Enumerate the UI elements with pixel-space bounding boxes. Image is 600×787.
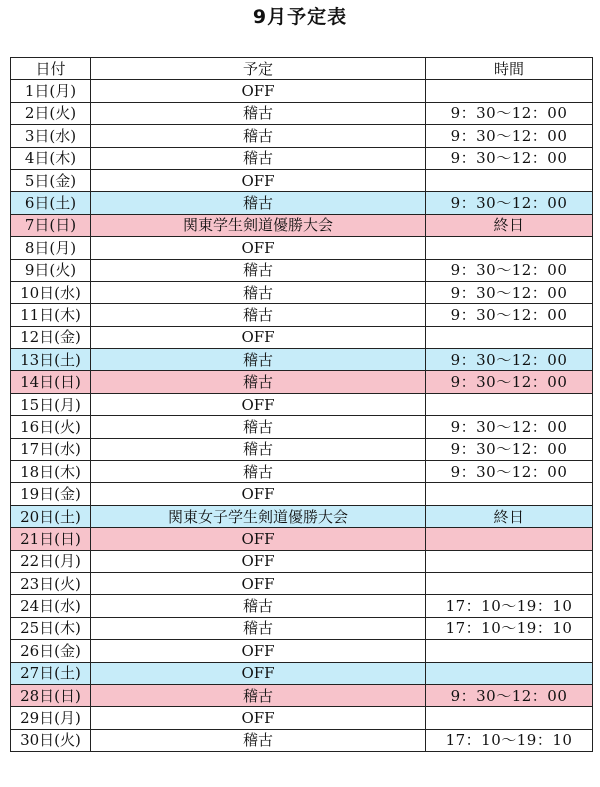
table-row xyxy=(11,438,593,460)
table-row xyxy=(11,192,593,214)
date-cell: 15日(月) xyxy=(11,393,91,415)
plan-cell: 稽古 xyxy=(91,259,426,281)
date-cell: 13日(土) xyxy=(11,349,91,371)
date-cell: 19日(金) xyxy=(11,483,91,505)
table-row xyxy=(11,326,593,348)
date-cell: 7日(日) xyxy=(11,214,91,236)
table-row xyxy=(11,528,593,550)
plan-cell: OFF xyxy=(91,528,426,550)
time-cell: 9：30～12：00 xyxy=(426,102,593,124)
table-row xyxy=(11,684,593,706)
plan-cell: OFF xyxy=(91,393,426,415)
table-row xyxy=(11,237,593,259)
header-row xyxy=(11,58,593,80)
table-row xyxy=(11,550,593,572)
date-cell: 24日(水) xyxy=(11,595,91,617)
table-row xyxy=(11,505,593,527)
plan-cell: 稽古 xyxy=(91,461,426,483)
time-cell: 終日 xyxy=(426,505,593,527)
plan-cell: 稽古 xyxy=(91,617,426,639)
date-cell: 22日(月) xyxy=(11,550,91,572)
table-row xyxy=(11,461,593,483)
time-cell: 9：30～12：00 xyxy=(426,349,593,371)
date-cell: 16日(火) xyxy=(11,416,91,438)
plan-cell: 稽古 xyxy=(91,729,426,751)
plan-cell: OFF xyxy=(91,169,426,191)
date-cell: 10日(水) xyxy=(11,281,91,303)
plan-cell: OFF xyxy=(91,483,426,505)
time-cell: 9：30～12：00 xyxy=(426,371,593,393)
plan-cell: OFF xyxy=(91,550,426,572)
plan-cell: OFF xyxy=(91,237,426,259)
table-row xyxy=(11,102,593,124)
plan-cell: OFF xyxy=(91,640,426,662)
time-cell: 17：10～19：10 xyxy=(426,729,593,751)
table-row xyxy=(11,416,593,438)
date-cell: 26日(金) xyxy=(11,640,91,662)
time-cell xyxy=(426,572,593,594)
plan-cell: 稽古 xyxy=(91,281,426,303)
table-row xyxy=(11,169,593,191)
time-cell xyxy=(426,640,593,662)
time-cell xyxy=(426,662,593,684)
plan-cell: 稽古 xyxy=(91,371,426,393)
date-cell: 9日(火) xyxy=(11,259,91,281)
schedule-table xyxy=(10,57,593,752)
plan-cell: OFF xyxy=(91,80,426,102)
time-cell: 17：10～19：10 xyxy=(426,595,593,617)
date-cell: 4日(木) xyxy=(11,147,91,169)
plan-cell: 稽古 xyxy=(91,349,426,371)
header-plan: 予定 xyxy=(91,58,426,80)
table-row xyxy=(11,349,593,371)
table-row xyxy=(11,707,593,729)
date-cell: 27日(土) xyxy=(11,662,91,684)
date-cell: 18日(木) xyxy=(11,461,91,483)
time-cell xyxy=(426,483,593,505)
time-cell xyxy=(426,237,593,259)
table-row xyxy=(11,640,593,662)
time-cell: 17：10～19：10 xyxy=(426,617,593,639)
time-cell: 9：30～12：00 xyxy=(426,147,593,169)
header-date: 日付 xyxy=(11,58,91,80)
date-cell: 28日(日) xyxy=(11,684,91,706)
time-cell xyxy=(426,393,593,415)
time-cell: 終日 xyxy=(426,214,593,236)
date-cell: 6日(土) xyxy=(11,192,91,214)
table-row xyxy=(11,483,593,505)
plan-cell: 稽古 xyxy=(91,125,426,147)
table-row xyxy=(11,595,593,617)
table-row xyxy=(11,729,593,751)
time-cell: 9：30～12：00 xyxy=(426,304,593,326)
page-title: 9月予定表 xyxy=(252,6,348,28)
plan-cell: 稽古 xyxy=(91,438,426,460)
time-cell xyxy=(426,80,593,102)
table-row xyxy=(11,259,593,281)
time-cell: 9：30～12：00 xyxy=(426,125,593,147)
plan-cell: 関東学生剣道優勝大会 xyxy=(91,214,426,236)
time-cell: 9：30～12：00 xyxy=(426,684,593,706)
table-row xyxy=(11,371,593,393)
table-row xyxy=(11,572,593,594)
date-cell: 30日(火) xyxy=(11,729,91,751)
plan-cell: 稽古 xyxy=(91,416,426,438)
date-cell: 1日(月) xyxy=(11,80,91,102)
plan-cell: 稽古 xyxy=(91,595,426,617)
table-row xyxy=(11,281,593,303)
plan-cell: OFF xyxy=(91,707,426,729)
time-cell: 9：30～12：00 xyxy=(426,416,593,438)
table-row xyxy=(11,662,593,684)
date-cell: 29日(月) xyxy=(11,707,91,729)
plan-cell: 稽古 xyxy=(91,147,426,169)
date-cell: 20日(土) xyxy=(11,505,91,527)
plan-cell: 稽古 xyxy=(91,304,426,326)
plan-cell: 関東女子学生剣道優勝大会 xyxy=(91,505,426,527)
time-cell xyxy=(426,326,593,348)
date-cell: 5日(金) xyxy=(11,169,91,191)
time-cell: 9：30～12：00 xyxy=(426,281,593,303)
date-cell: 23日(火) xyxy=(11,572,91,594)
time-cell: 9：30～12：00 xyxy=(426,192,593,214)
header-time: 時間 xyxy=(426,58,593,80)
table-row xyxy=(11,147,593,169)
plan-cell: OFF xyxy=(91,662,426,684)
table-row xyxy=(11,80,593,102)
time-cell xyxy=(426,528,593,550)
plan-cell: 稽古 xyxy=(91,192,426,214)
time-cell xyxy=(426,169,593,191)
plan-cell: 稽古 xyxy=(91,102,426,124)
table-row xyxy=(11,617,593,639)
date-cell: 8日(月) xyxy=(11,237,91,259)
date-cell: 14日(日) xyxy=(11,371,91,393)
plan-cell: 稽古 xyxy=(91,684,426,706)
date-cell: 2日(火) xyxy=(11,102,91,124)
table-row xyxy=(11,214,593,236)
table-row xyxy=(11,125,593,147)
date-cell: 12日(金) xyxy=(11,326,91,348)
date-cell: 3日(水) xyxy=(11,125,91,147)
time-cell xyxy=(426,550,593,572)
time-cell: 9：30～12：00 xyxy=(426,461,593,483)
time-cell: 9：30～12：00 xyxy=(426,438,593,460)
plan-cell: OFF xyxy=(91,326,426,348)
date-cell: 11日(木) xyxy=(11,304,91,326)
date-cell: 25日(木) xyxy=(11,617,91,639)
time-cell: 9：30～12：00 xyxy=(426,259,593,281)
table-row xyxy=(11,304,593,326)
table-row xyxy=(11,393,593,415)
date-cell: 21日(日) xyxy=(11,528,91,550)
plan-cell: OFF xyxy=(91,572,426,594)
time-cell xyxy=(426,707,593,729)
date-cell: 17日(水) xyxy=(11,438,91,460)
